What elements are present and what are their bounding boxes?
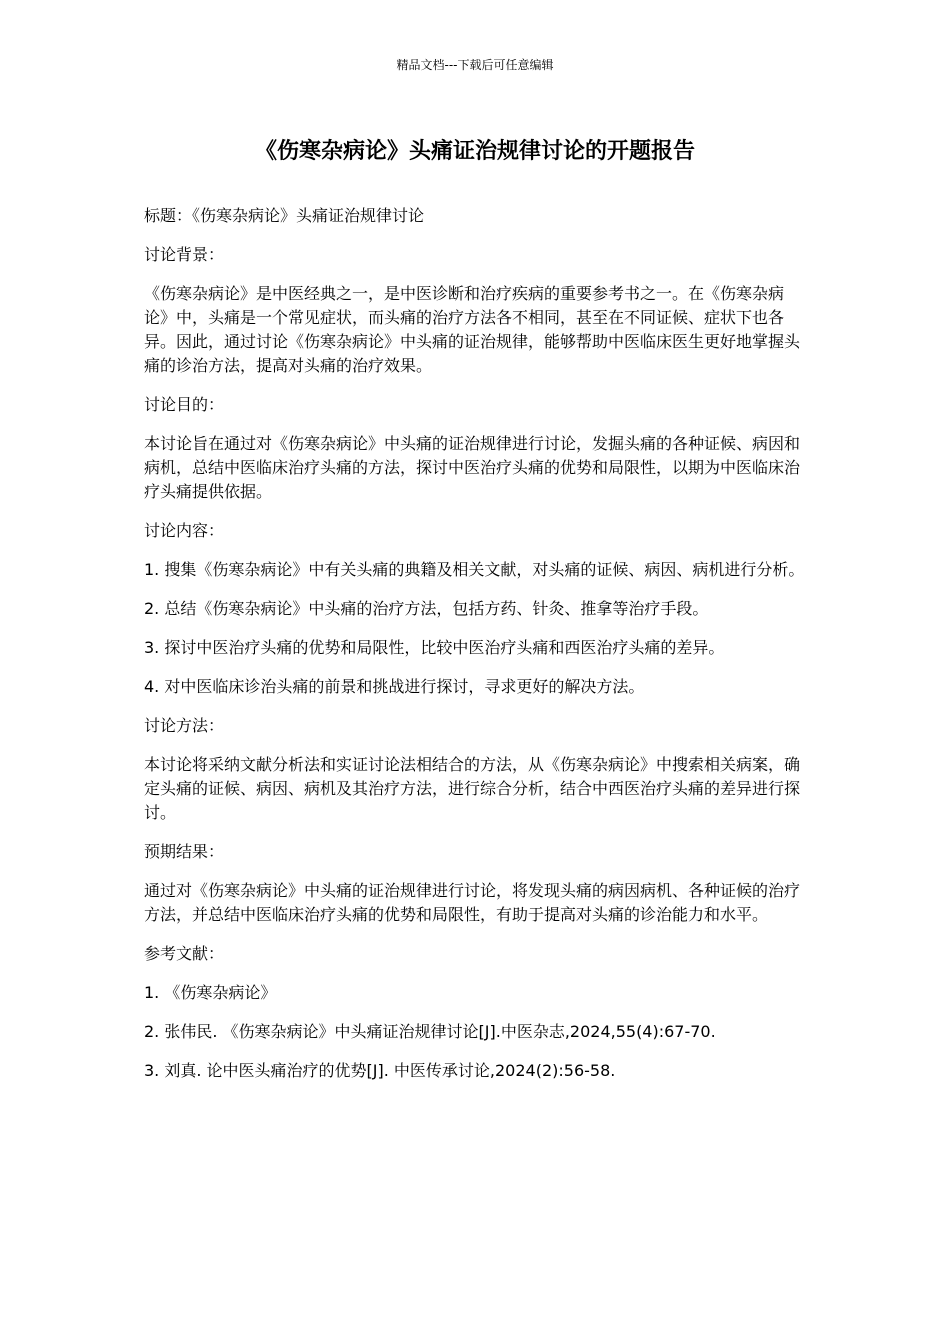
content-item-4: 4. 对中医临床诊治头痛的前景和挑战进行探讨，寻求更好的解决方法。 <box>144 677 645 696</box>
purpose-heading: 讨论目的： <box>144 395 225 414</box>
document-title: 《伤寒杂病论》头痛证治规律讨论的开题报告 <box>254 139 695 164</box>
header-note: 精品文档---下载后可任意编辑 <box>396 58 554 72</box>
background-text: 《伤寒杂病论》是中医经典之一，是中医诊断和治疗疾病的重要参考书之一。在《伤寒杂病论》中，头痛是一个常见症状，而头痛的治疗方法各不相同，甚至在不同证候、症状下也各异。因此，通过讨论《伤寒杂病论》中头痛的证治规律，能够帮助中医临床医生更好地掌握头痛的诊治方法，提高对头痛的治疗效果。 <box>144 284 801 375</box>
results-text: 通过对《伤寒杂病论》中头痛的证治规律进行讨论，将发现头痛的病因病机、各种证候的治疗方法，并总结中医临床治疗头痛的优势和局限性，有助于提高对头痛的诊治能力和水平。 <box>144 881 801 924</box>
content-heading: 讨论内容： <box>144 521 225 540</box>
method-text: 本讨论将采纳文献分析法和实证讨论法相结合的方法，从《伤寒杂病论》中搜索相关病案，确定头痛的证候、病因、病机及其治疗方法，进行综合分析，结合中西医治疗头痛的差异进行探讨。 <box>144 755 801 822</box>
references-heading: 参考文献： <box>144 944 225 963</box>
background-heading: 讨论背景： <box>144 245 225 264</box>
method-heading: 讨论方法： <box>144 716 225 735</box>
results-heading: 预期结果： <box>144 842 225 861</box>
purpose-text: 本讨论旨在通过对《伤寒杂病论》中头痛的证治规律进行讨论，发掘头痛的各种证候、病因和病机，总结中医临床治疗头痛的方法，探讨中医治疗头痛的优势和局限性，以期为中医临床治疗头痛提供依据。 <box>144 434 801 501</box>
reference-item-1: 1. 《伤寒杂病论》 <box>144 983 277 1002</box>
document-body <box>144 204 806 1098</box>
subject-line: 标题：《伤寒杂病论》头痛证治规律讨论 <box>144 206 425 225</box>
content-item-1: 1. 搜集《伤寒杂病论》中有关头痛的典籍及相关文献，对头痛的证候、病因、病机进行分析。 <box>144 560 805 579</box>
reference-item-3: 3. 刘真. 论中医头痛治疗的优势[J]. 中医传承讨论,2024(2):56-58. <box>144 1061 616 1080</box>
reference-item-2: 2. 张伟民. 《伤寒杂病论》中头痛证治规律讨论[J].中医杂志,2024,55(4):67-70. <box>144 1022 716 1041</box>
content-item-3: 3. 探讨中医治疗头痛的优势和局限性，比较中医治疗头痛和西医治疗头痛的差异。 <box>144 638 725 657</box>
content-item-2: 2. 总结《伤寒杂病论》中头痛的治疗方法，包括方药、针灸、推拿等治疗手段。 <box>144 599 709 618</box>
